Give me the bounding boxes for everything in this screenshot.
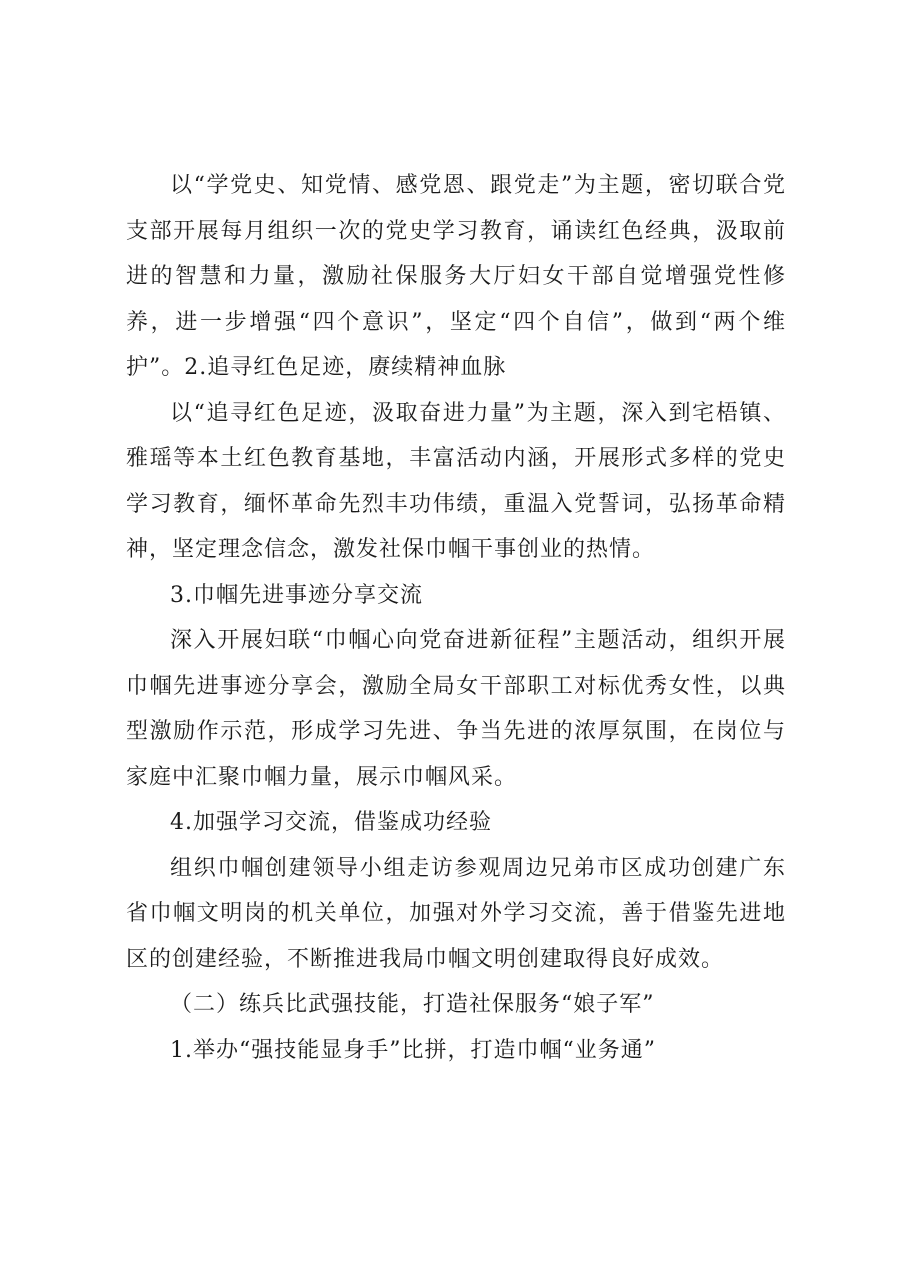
paragraph-advanced-deeds-sharing: 深入开展妇联“巾帼心向党奋进新征程”主题活动，组织开展巾帼先进事迹分享会，激励全局女干部职工对标优秀女性，以典型激励作示范，形成学习先进、争当先进的浓厚氛围，在岗位与家庭中汇聚巾帼力量，展示巾帼风采。 bbox=[126, 628, 786, 790]
heading-advanced-deeds-sharing: 3.巾帼先进事迹分享交流 bbox=[170, 582, 423, 608]
heading-section-two: （二）练兵比武强技能，打造社保服务“娘子军” bbox=[170, 992, 655, 1017]
heading-skills-competition: 1.举办“强技能显身手”比拼，打造巾帼“业务通” bbox=[170, 1037, 656, 1063]
paragraph-party-history-study: 以“学党史、知党情、感党恩、跟党走”为主题，密切联合党支部开展每月组织一次的党史学习教育，诵读红色经典，汲取前进的智慧和力量，激励社保服务大厅妇女干部自觉增强党性修养，进一步增强“四个意识”，坚定“四个自信”，做到“两个维护”。2.追寻红色足迹，赓续精神血脉 bbox=[126, 173, 786, 380]
paragraph-red-footprints: 以“追寻红色足迹，汲取奋进力量”为主题，深入到宅梧镇、雅瑶等本土红色教育基地，丰富活动内涵，开展形式多样的党史学习教育，缅怀革命先烈丰功伟绩，重温入党誓词，弘扬革命精神，坚定理念信念，激发社保巾帼干事创业的热情。 bbox=[126, 400, 786, 562]
paragraph-learning-exchange: 组织巾帼创建领导小组走访参观周边兄弟市区成功创建广东省巾帼文明岗的机关单位，加强对外学习交流，善于借鉴先进地区的创建经验，不断推进我局巾帼文明创建取得良好成效。 bbox=[126, 855, 786, 972]
document-body bbox=[126, 163, 786, 1073]
heading-learning-exchange: 4.加强学习交流，借鉴成功经验 bbox=[170, 810, 492, 835]
